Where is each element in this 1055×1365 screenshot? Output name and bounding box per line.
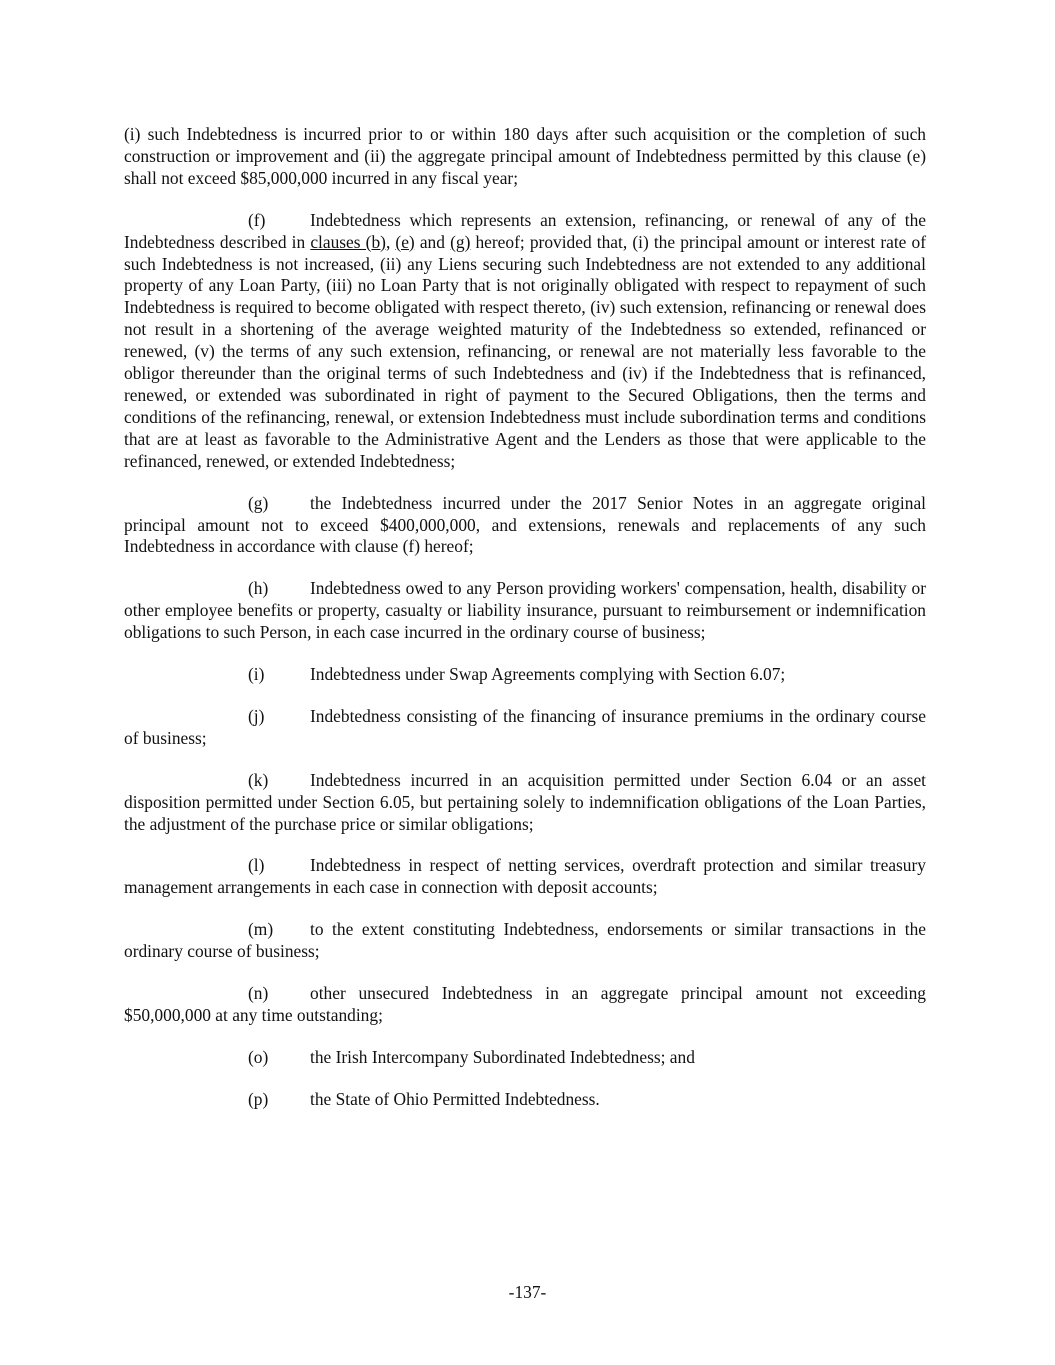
clause-g <box>124 493 926 559</box>
clause-label: (h) <box>248 578 269 599</box>
separator: , <box>385 231 396 252</box>
clause-text: Indebtedness in respect of netting services, overdraft protection and similar treasury management arrangements in each case in connection with deposit accounts; <box>124 855 926 898</box>
clause-p <box>248 1089 926 1111</box>
clause-o <box>248 1047 926 1069</box>
clause-text: Indebtedness owed to any Person providing workers' compensation, health, disability or other employee benefits or property, casualty or liability insurance, pursuant to reimbursement or indemnification obligations to such Person, in each case incurred in the ordinary course of business; <box>124 578 926 643</box>
clause-text: the State of Ohio Permitted Indebtedness. <box>310 1088 600 1109</box>
clause-f <box>124 210 926 473</box>
clause-label: (j) <box>248 705 265 726</box>
clause-text: Indebtedness consisting of the financing of insurance premiums in the ordinary course of business; <box>124 705 926 748</box>
clause-text: to the extent constituting Indebtedness, endorsements or similar transactions in the ordinary course of business; <box>124 919 926 962</box>
clause-b-reference: clauses (b) <box>310 231 386 252</box>
intro-paragraph: (i) such Indebtedness is incurred prior to or within 180 days after such acquisition or the completion of such construction or improvement and (ii) the aggregate principal amount of Indebtedness permitted by this clause (e) shall not exceed $85,000,000 incurred in any fiscal year; <box>124 124 926 188</box>
clause-text: the Indebtedness incurred under the 2017 Senior Notes in an aggregate original principal amount not to exceed $400,000,000, and extensions, renewals and replacements of any such Indebtedness in accordance with clause (f) hereof; <box>124 492 926 557</box>
clause-e-reference: (e) <box>395 231 415 252</box>
clause-label: (l) <box>248 855 265 876</box>
clause-j <box>124 706 926 750</box>
clause-f-text-post: hereof; provided that, (i) the principal amount or interest rate of such Indebtedness is not increased, (ii) any Liens securing such Indebtedness are not extended to any additional property of any Loan Party, (iii) no Loan Party that is not originally obligated with respect to repayment of such Indebtedness is required to become obligated with respect thereto, (iv) such extension, refinancing or renewal does not result in a shortening of the average weighted maturity of the Indebtedness so extended, refinanced or renewed, (v) the terms of any such extension, refinancing, or renewal are not materially less favorable to the obligor thereunder than the original terms of such Indebtedness and (iv) if the Indebtedness that is refinanced, renewed, or extended was subordinated in right of payment to the Secured Obligations, then the terms and conditions of the refinancing, renewal, or extension Indebtedness must include subordination terms and conditions that are at least as favorable to the Administrative Agent and the Lenders as those that were applicable to the refinanced, renewed, or extended Indebtedness; <box>124 231 926 471</box>
clause-text: the Irish Intercompany Subordinated Indebtedness; and <box>310 1046 695 1067</box>
clause-n <box>124 983 926 1027</box>
clause-label: (k) <box>248 769 269 790</box>
clause-label: (p) <box>248 1088 269 1109</box>
separator: and <box>414 231 451 252</box>
document-body <box>124 124 926 1131</box>
clause-label: (i) <box>248 664 265 685</box>
clause-text: Indebtedness under Swap Agreements complying with Section 6.07; <box>310 664 786 685</box>
clause-label: (f) <box>248 209 266 230</box>
page-number: -137- <box>508 1282 547 1302</box>
clause-text: other unsecured Indebtedness in an aggregate principal amount not exceeding $50,000,000 at any time outstanding; <box>124 983 926 1025</box>
clause-i <box>248 664 926 686</box>
clause-label: (m) <box>248 919 274 940</box>
clause-l <box>124 855 926 899</box>
clause-k <box>124 770 926 836</box>
clause-m <box>124 919 926 963</box>
clause-label: (g) <box>248 492 269 513</box>
clause-g-reference: (g) <box>450 231 471 252</box>
clause-text: Indebtedness incurred in an acquisition permitted under Section 6.04 or an asset disposition permitted under Section 6.05, but pertaining solely to indemnification obligations of the Loan Parties, the adjustment of the purchase price or similar obligations; <box>124 769 926 834</box>
clause-f-text-pre: Indebtedness which represents an extension, refinancing, or renewal of any of the Indebtedness described in <box>124 209 926 252</box>
clause-label: (n) <box>248 983 269 1004</box>
clause-label: (o) <box>248 1046 269 1067</box>
clause-h <box>124 578 926 644</box>
